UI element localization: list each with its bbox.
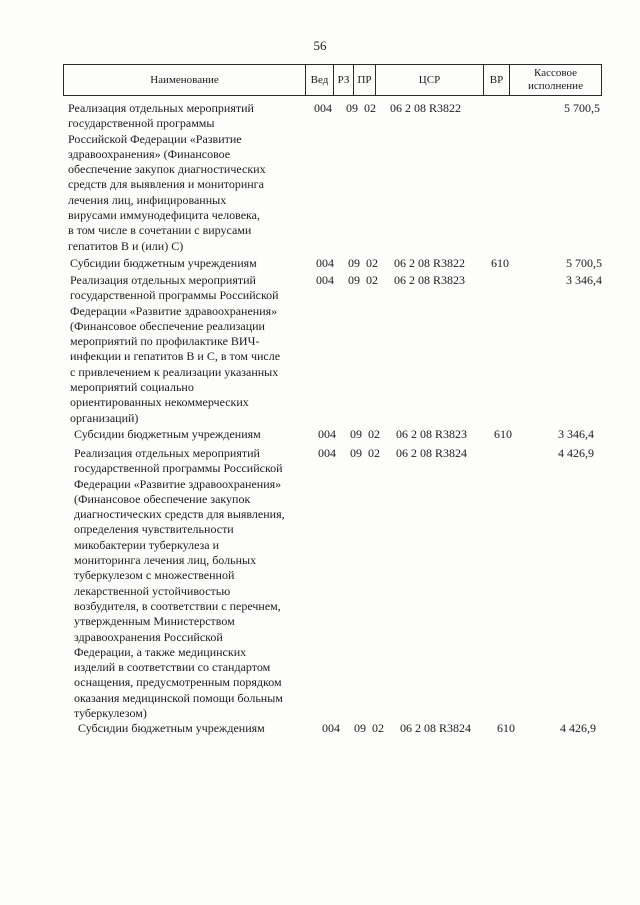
header-rz: РЗ <box>334 65 354 95</box>
row-csr: 06 2 08 R3823 <box>394 273 466 287</box>
header-csr: ЦСР <box>376 65 484 95</box>
row-amount: 4 426,9 <box>558 446 594 460</box>
row-amount: 3 346,4 <box>566 273 602 287</box>
row-vr: 610 <box>494 427 512 441</box>
row-pr: 02 <box>368 446 380 460</box>
row-csr: 06 2 08 R3824 <box>400 721 472 735</box>
row-amount: 5 700,5 <box>566 256 602 270</box>
row-rz: 09 <box>348 273 360 287</box>
row-rz: 09 <box>348 256 360 270</box>
row-pr: 02 <box>364 101 376 115</box>
row-amount: 4 426,9 <box>560 721 596 735</box>
row-ved: 004 <box>318 446 336 460</box>
row-pr: 02 <box>366 273 378 287</box>
row-csr: 06 2 08 R3823 <box>396 427 468 441</box>
row-ved: 004 <box>316 256 334 270</box>
header-name: Наименование <box>64 65 306 95</box>
row-name: Реализация отдельных мероприятий государственной программы Российской Федерации «Развитие здравоохранения» (Финансовое обеспечение закупок диагностических средств для выявления и мониторинга лечения лиц, инфицированных вирусами иммунодефицита человека, в том числе в сочетании с вирусами гепатитов В и (или) С) <box>68 101 266 253</box>
row-rz: 09 <box>346 101 358 115</box>
row-csr: 06 2 08 R3824 <box>396 446 468 460</box>
row-ved: 004 <box>314 101 332 115</box>
header-pr: ПР <box>354 65 376 95</box>
row-name: Реализация отдельных мероприятий государственной программы Российской Федерации «Развитие здравоохранения» (Финансовое обеспечение закупок диагностических средств для выявления, определения чувствительности микобактерии туберкулеза и мониторинга лечения лиц, больных туберкулезом с множественной лекарственной устойчивостью возбудителя, в соответствии с перечнем, утвержденным Министерством здравоохранения Российской Федерации, а также медицинских изделий в соответствии со стандартом оснащения, предусмотренным порядком оказания медицинской помощи больным туберкулезом) <box>74 446 285 721</box>
header-kassovoe: Кассовое исполнение <box>528 67 583 92</box>
row-amount: 3 346,4 <box>558 427 594 441</box>
row-pr: 02 <box>368 427 380 441</box>
row-ved: 004 <box>316 273 334 287</box>
row-rz: 09 <box>350 427 362 441</box>
row-ved: 004 <box>322 721 340 735</box>
row-vr: 610 <box>491 256 509 270</box>
row-pr: 02 <box>366 256 378 270</box>
header-ved: Вед <box>306 65 334 95</box>
row-name: Субсидии бюджетным учреждениям <box>74 427 261 441</box>
row-name: Субсидии бюджетным учреждениям <box>78 721 265 735</box>
row-vr: 610 <box>497 721 515 735</box>
page-number: 56 <box>313 38 327 53</box>
row-amount: 5 700,5 <box>564 101 600 115</box>
row-name: Реализация отдельных мероприятий государственной программы Российской Федерации «Развитие здравоохранения» (Финансовое обеспечение реализации мероприятий по профилактике ВИЧ- инфекции и гепатитов В и С, в том числе с привлечением к реализации указанных мероприятий социально ориентированных некоммерческих организаций) <box>70 273 281 425</box>
row-pr: 02 <box>372 721 384 735</box>
table-header <box>63 64 602 96</box>
row-csr: 06 2 08 R3822 <box>394 256 466 270</box>
row-ved: 004 <box>318 427 336 441</box>
row-rz: 09 <box>354 721 366 735</box>
row-name: Субсидии бюджетным учреждениям <box>70 256 257 270</box>
row-rz: 09 <box>350 446 362 460</box>
header-vr: ВР <box>484 65 510 95</box>
row-csr: 06 2 08 R3822 <box>390 101 462 115</box>
